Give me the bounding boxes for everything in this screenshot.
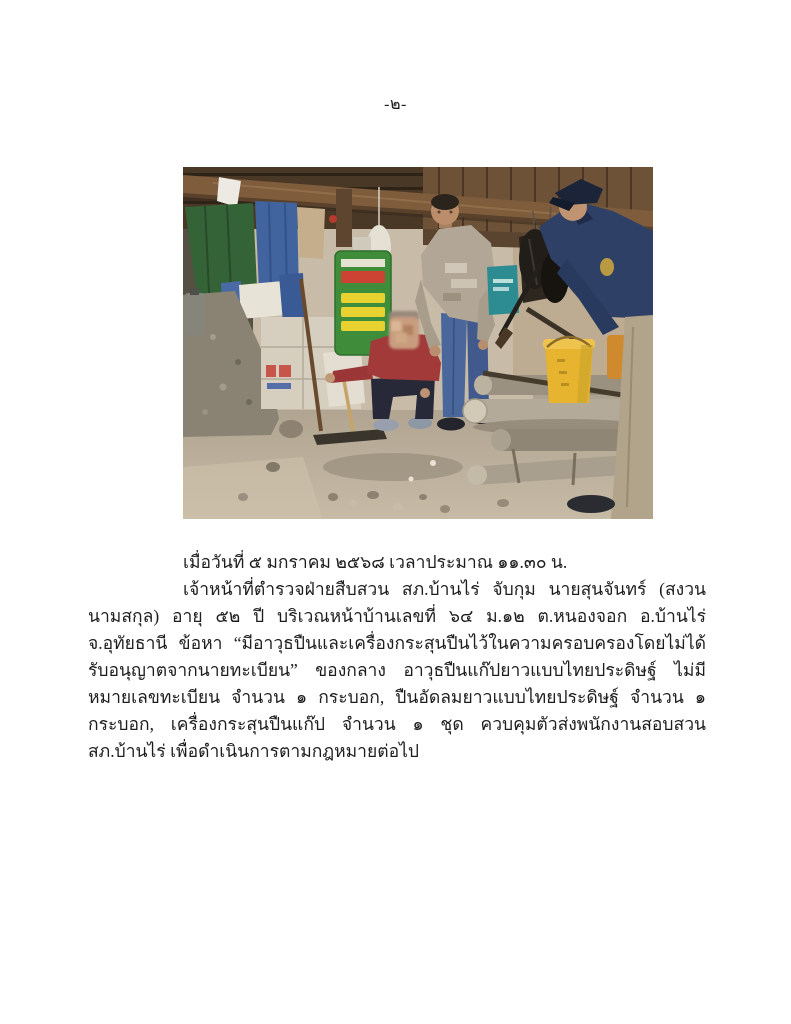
blurred-face: [389, 311, 419, 349]
paragraph-body: เจ้าหน้าที่ตำรวจฝ่ายสืบสวน สภ.บ้านไร่ จับกุม นายสุนจันทร์ (สงวนนามสกุล) อายุ ๕๒ ปี บริเวณหน้าบ้านเลขที่ ๖๔ ม.๑๒ ต.หนองจอก อ.บ้านไร่ จ.อุทัยธานี ข้อหา “มีอาวุธปืนและเครื่องกระสุนปืนไว้ในความครอบครองโดยไม่ได้รับอนุญาตจากนายทะเบียน” ของกลาง อาวุธปืนแก๊ปยาวแบบไทยประดิษฐ์ ไม่มีหมายเลขทะเบียน จำนวน ๑ กระบอก, ปืนอัดลมยาวแบบไทยประดิษฐ์ จำนวน ๑ กระบอก, เครื่องกระสุนปืนแก๊ป จำนวน ๑ ชุด ควบคุมตัวส่งพนักงานสอบสวน สภ.บ้านไร่ เพื่อดำเนินการตามกฎหมายต่อไป: [88, 579, 706, 761]
evidence-photo-illustration: [183, 167, 653, 519]
evidence-photo: [183, 167, 653, 519]
paragraph-date-line: เมื่อวันที่ ๕ มกราคม ๒๕๖๘ เวลาประมาณ ๑๑.๓๐ น.: [183, 552, 568, 572]
report-text: [88, 549, 706, 765]
page-number: -๒-: [384, 96, 407, 113]
